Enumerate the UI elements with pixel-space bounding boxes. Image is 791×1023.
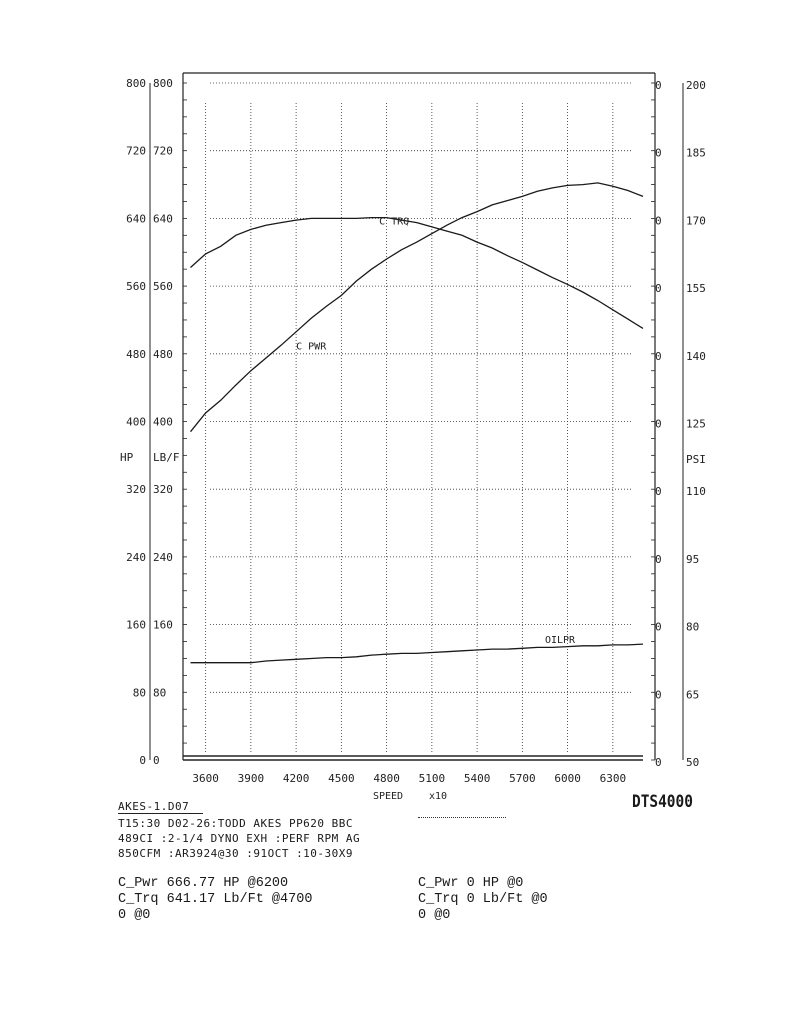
plot-frame: [150, 73, 683, 760]
right-inner-tick-label: 0: [655, 552, 662, 566]
x-axis-title: SPEED: [372, 791, 404, 802]
right-outer-tick-label: 200: [686, 79, 706, 92]
right-outer-axis-title: PSI: [686, 453, 706, 466]
stat-right-power: C_Pwr 0 HP @0: [418, 876, 524, 891]
left-inner-axis-title: LB/F: [153, 451, 180, 464]
left-inner-tick-label: 320: [153, 483, 173, 497]
right-inner-tick-label: 0: [655, 756, 662, 769]
x-tick-label: 5100: [418, 772, 446, 785]
right-outer-tick-label: 65: [686, 688, 700, 702]
right-inner-tick-label: 0: [655, 282, 662, 296]
right-outer-tick-label: 50: [686, 756, 700, 769]
left-inner-tick-label: 480: [153, 347, 173, 361]
right-inner-tick-label: 0: [655, 485, 662, 499]
left-inner-tick-label: 560: [153, 280, 173, 294]
left-outer-tick-label: 80: [132, 686, 146, 700]
left-outer-tick-label: 800: [126, 77, 146, 90]
right-inner-tick-label: 0: [655, 417, 662, 431]
x-tick-label: 4800: [373, 772, 400, 785]
left-outer-tick-label: 0: [139, 754, 146, 767]
left-outer-tick-label: 480: [126, 347, 146, 361]
run-info-line-1: T15:30 D02-26:TODD AKES PP620 BBC: [118, 817, 354, 830]
right-inner-tick-label: 0: [655, 349, 662, 363]
right-outer-tick-label: 80: [686, 620, 700, 634]
x-tick-label: 5400: [463, 772, 491, 785]
right-outer-tick-label: 110: [686, 485, 706, 499]
x-tick-label: 3600: [192, 772, 219, 785]
right-outer-tick-label: 170: [686, 214, 706, 228]
left-inner-tick-label: 800: [153, 77, 173, 90]
left-inner-tick-label: 400: [153, 415, 173, 429]
x-tick-label: 5700: [509, 772, 536, 785]
x-tick-label: 4200: [282, 772, 310, 785]
right-inner-tick-label: 0: [655, 214, 662, 228]
right-outer-tick-label: 155: [686, 282, 706, 296]
file-name: AKES-1.D07: [118, 800, 203, 813]
underline-divider: [418, 817, 506, 818]
x-tick-label: 6300: [599, 772, 627, 785]
series-line-0: [191, 218, 644, 329]
right-inner-tick-label: 0: [655, 688, 662, 702]
stat-right-torque: C_Trq 0 Lb/Ft @0: [418, 892, 548, 907]
series-lines: [191, 183, 644, 663]
right-inner-tick-label: 0: [655, 620, 662, 634]
stat-left-power: C_Pwr 666.77 HP @6200: [118, 876, 289, 891]
axis-labels: [120, 77, 706, 769]
left-inner-tick-label: 80: [153, 686, 167, 700]
right-inner-tick-label: 0: [655, 79, 662, 92]
x-tick-label: 6000: [554, 772, 581, 785]
right-outer-tick-label: 125: [686, 417, 706, 431]
left-outer-tick-label: 640: [126, 212, 146, 226]
x-axis: [192, 772, 626, 802]
left-outer-tick-label: 720: [126, 144, 146, 158]
right-outer-tick-label: 185: [686, 146, 706, 160]
stat-right-other: 0 @0: [418, 908, 451, 923]
right-outer-tick-label: 95: [686, 552, 700, 566]
left-outer-tick-label: 400: [126, 415, 146, 429]
left-outer-tick-label: 560: [126, 280, 146, 294]
series-label-1: C PWR: [296, 341, 327, 353]
x-tick-label: 4500: [328, 772, 355, 785]
left-inner-tick-label: 720: [153, 144, 173, 158]
left-outer-tick-label: 160: [126, 618, 146, 632]
brand-logo: DTS4000: [632, 792, 693, 812]
series-line-1: [191, 183, 644, 432]
left-inner-tick-label: 640: [153, 212, 173, 226]
run-info-line-3: 850CFM :AR3924@30 :91OCT :10-30X9: [118, 847, 354, 860]
series-line-2: [191, 644, 644, 663]
stat-left-other: 0 @0: [118, 908, 151, 923]
x-axis-unit: x10: [428, 791, 448, 802]
stat-left-torque: C_Trq 641.17 Lb/Ft @4700: [118, 892, 313, 907]
series-label-0: C TRQ: [379, 216, 410, 228]
left-outer-tick-label: 320: [126, 483, 146, 497]
left-inner-tick-label: 160: [153, 618, 173, 632]
series-label-2: OILPR: [544, 635, 576, 647]
left-inner-tick-label: 240: [153, 550, 173, 564]
left-inner-tick-label: 0: [153, 754, 160, 767]
run-info-line-2: 489CI :2-1/4 DYNO EXH :PERF RPM AG: [118, 832, 361, 845]
left-outer-tick-label: 240: [126, 550, 146, 564]
right-outer-tick-label: 140: [686, 349, 706, 363]
right-inner-tick-label: 0: [655, 146, 662, 160]
left-outer-axis-title: HP: [120, 451, 134, 464]
x-tick-label: 3900: [237, 772, 265, 785]
